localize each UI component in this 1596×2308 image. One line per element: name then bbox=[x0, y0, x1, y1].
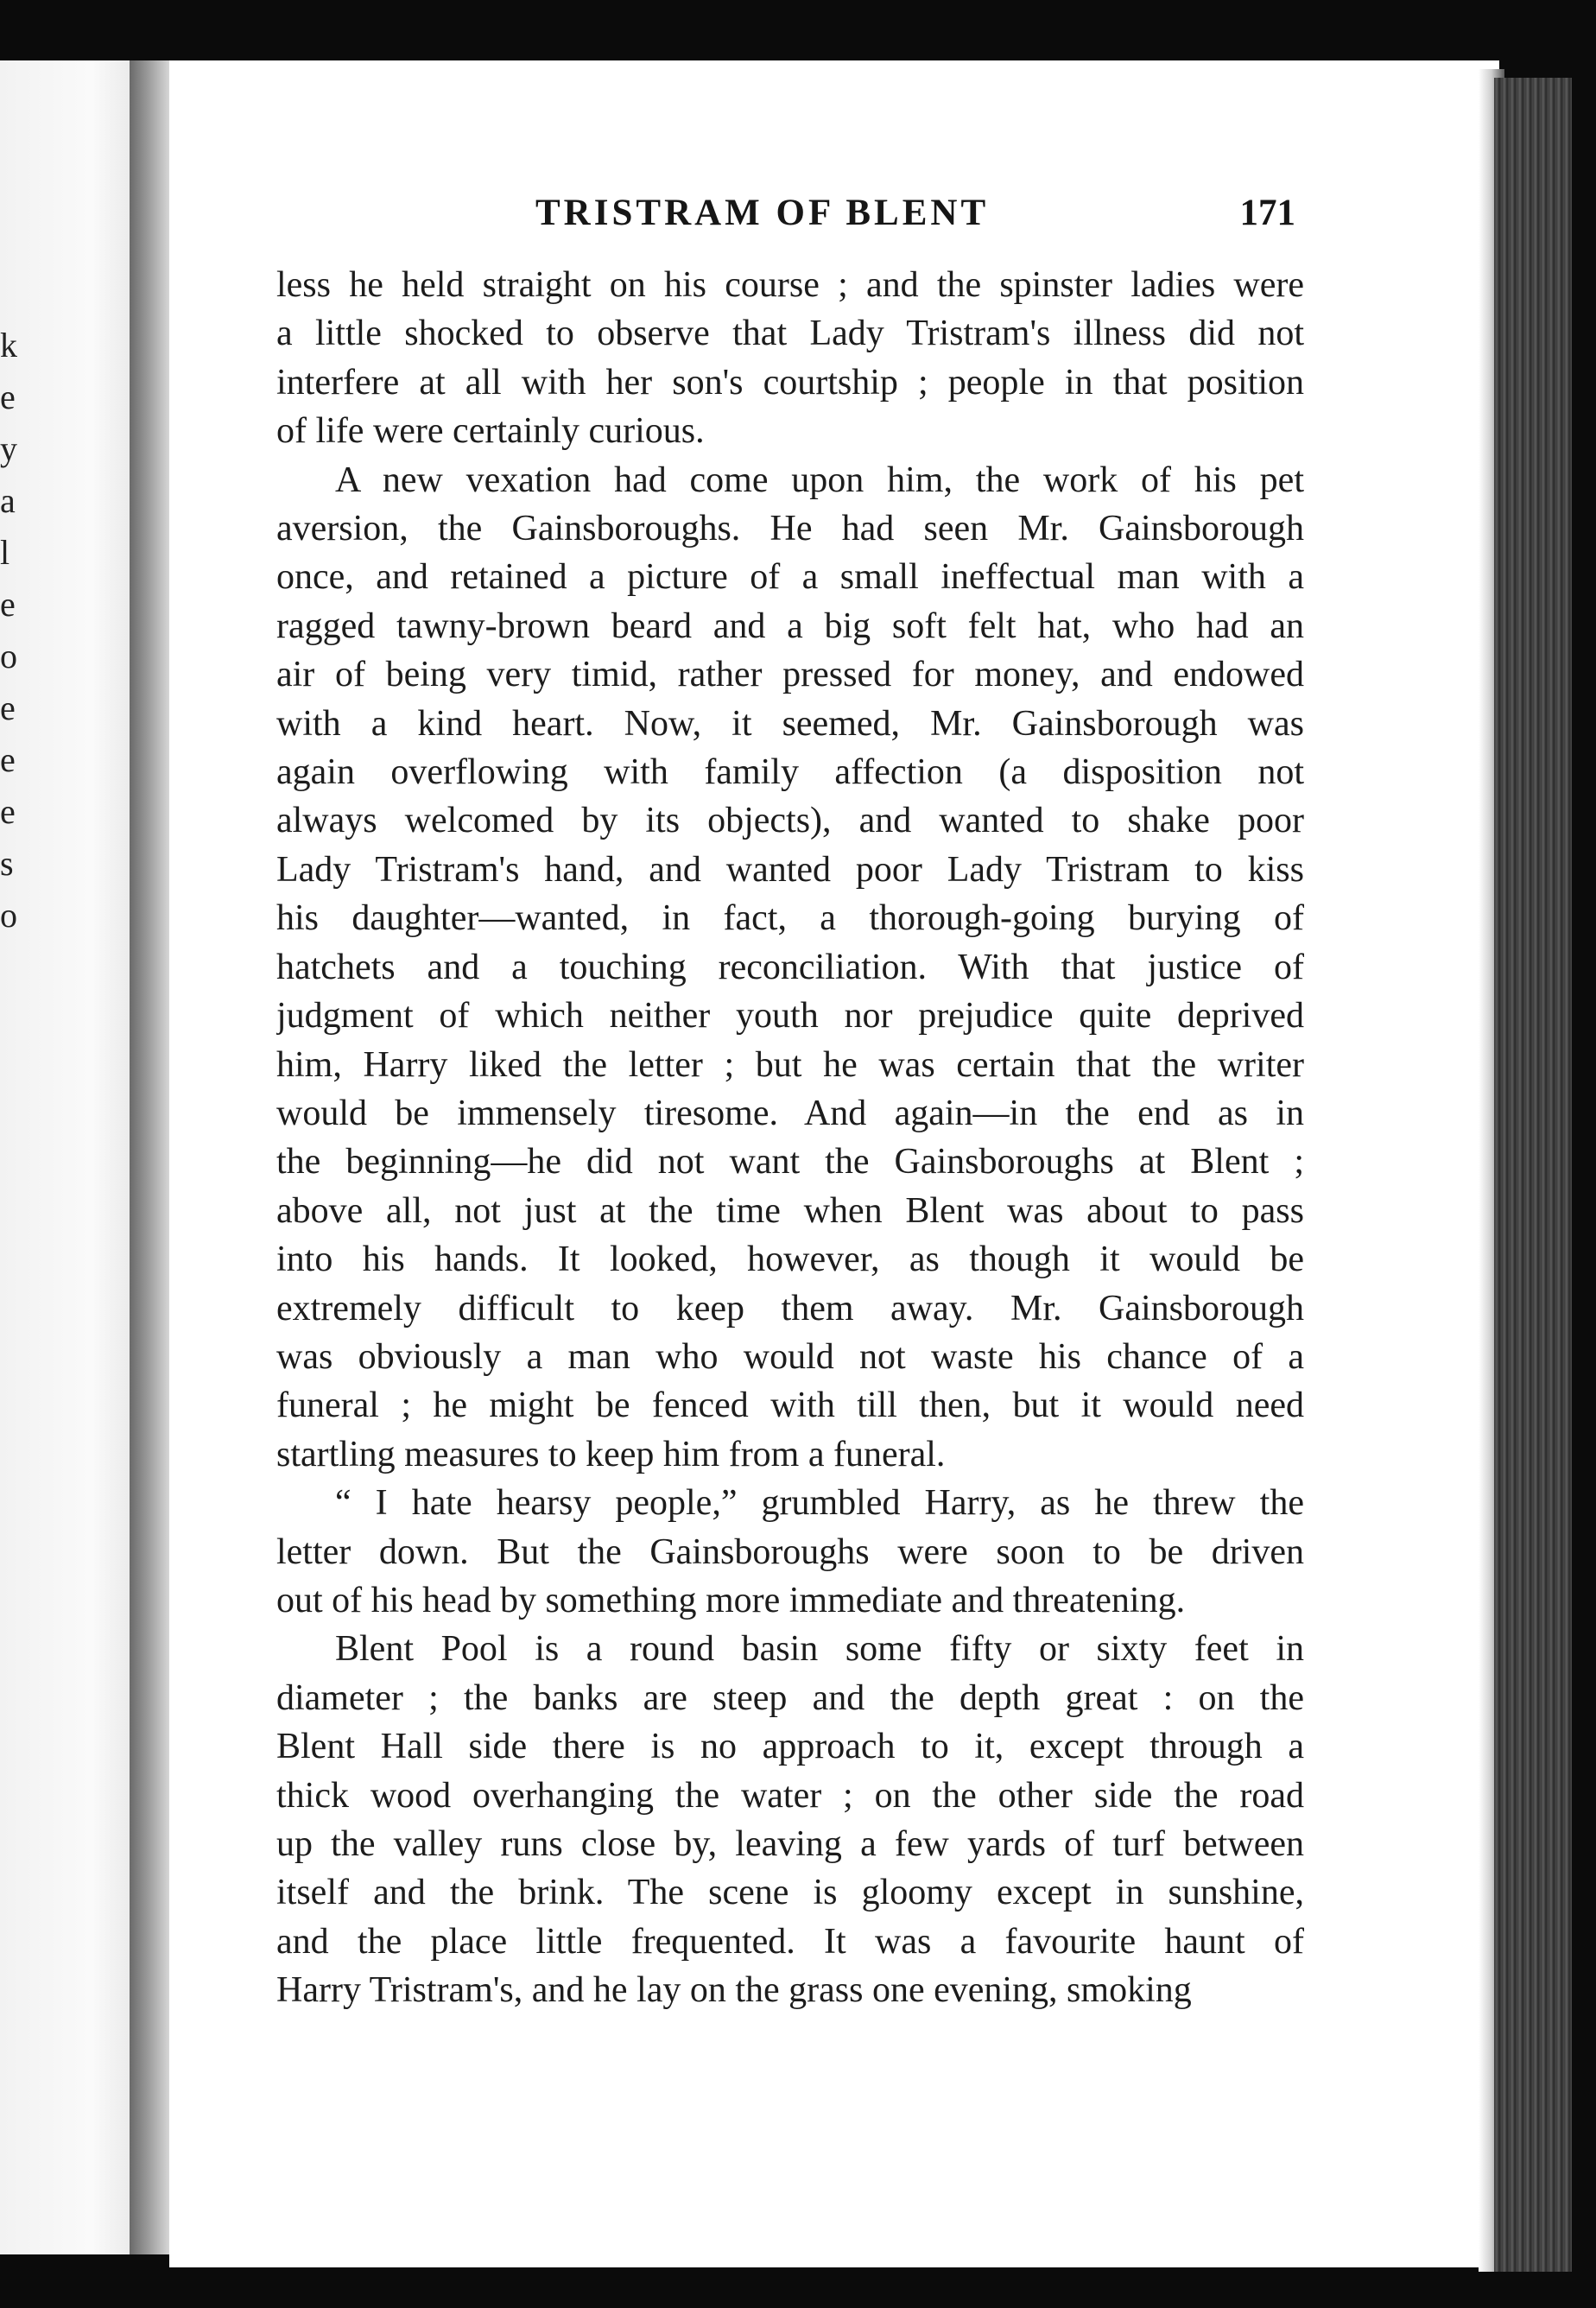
paragraph bbox=[276, 456, 1304, 1480]
paragraph bbox=[276, 1479, 1304, 1625]
paragraph bbox=[276, 261, 1304, 456]
text-line: Blent Hall side there is no approach to it, except through a bbox=[276, 1727, 1304, 1767]
text-line: aversion, the Gainsboroughs. He had seen Mr. Gainsborough bbox=[276, 509, 1304, 549]
facing-page-letter: e bbox=[0, 792, 16, 831]
text-line: Blent Pool is a round basin some fifty or sixty feet in bbox=[335, 1629, 1304, 1670]
text-line: Harry Tristram's, and he lay on the grass one evening, smoking bbox=[276, 1970, 1192, 2011]
text-line: up the valley runs close by, leaving a few yards of turf between bbox=[276, 1824, 1304, 1864]
text-line: above all, not just at the time when Blent was about to pass bbox=[276, 1190, 1304, 1231]
facing-page-letter: e bbox=[0, 377, 16, 416]
text-line: extremely difficult to keep them away. Mr. Gainsborough bbox=[276, 1288, 1304, 1328]
text-line: again overflowing with family affection (a disposition not bbox=[276, 752, 1304, 793]
facing-page-letter: y bbox=[0, 429, 17, 468]
paragraph bbox=[276, 1625, 1304, 2014]
text-line: diameter ; the banks are steep and the depth great : on the bbox=[276, 1677, 1304, 1718]
text-line: air of being very timid, rather pressed for money, and endowed bbox=[276, 655, 1304, 695]
facing-page-letter: a bbox=[0, 481, 16, 520]
facing-page-letter: o bbox=[0, 637, 17, 675]
text-line: would be immensely tiresome. And again—in the end as in bbox=[276, 1093, 1304, 1133]
text-line: startling measures to keep him from a funeral. bbox=[276, 1434, 946, 1474]
page-header bbox=[276, 192, 1295, 244]
text-line: him, Harry liked the letter ; but he was certain that the writer bbox=[276, 1044, 1304, 1085]
facing-page-letter: o bbox=[0, 896, 17, 935]
text-line: was obviously a man who would not waste his chance of a bbox=[276, 1336, 1304, 1377]
text-line: and the place little frequented. It was a favourite haunt of bbox=[276, 1921, 1304, 1962]
text-line: with a kind heart. Now, it seemed, Mr. Gainsborough was bbox=[276, 703, 1304, 744]
text-line: letter down. But the Gainsboroughs were soon to be driven bbox=[276, 1531, 1304, 1572]
facing-page-letter: e bbox=[0, 585, 16, 624]
text-line: the beginning—he did not want the Gainsboroughs at Blent ; bbox=[276, 1142, 1304, 1183]
body-text bbox=[276, 261, 1304, 2015]
text-line: thick wood overhanging the water ; on the other side the road bbox=[276, 1775, 1304, 1816]
text-line: his daughter—wanted, in fact, a thorough-going burying of bbox=[276, 898, 1304, 939]
text-line: Lady Tristram's hand, and wanted poor Lady Tristram to kiss bbox=[276, 849, 1304, 890]
page-number: 171 bbox=[1239, 193, 1295, 233]
text-line: of life were certainly curious. bbox=[276, 411, 705, 452]
facing-page-letter: e bbox=[0, 740, 16, 779]
text-line: a little shocked to observe that Lady Tristram's illness did not bbox=[276, 314, 1304, 354]
text-line: less he held straight on his course ; and the spinster ladies were bbox=[276, 265, 1304, 305]
facing-page-letter: s bbox=[0, 844, 14, 883]
text-line: always welcomed by its objects), and wanted to shake poor bbox=[276, 801, 1304, 841]
text-line: A new vexation had come upon him, the work of his pet bbox=[335, 460, 1304, 500]
text-line: “ I hate hearsy people,” grumbled Harry, as he threw the bbox=[335, 1483, 1304, 1524]
facing-page-letter: k bbox=[0, 326, 17, 365]
facing-page-letter: e bbox=[0, 688, 16, 727]
text-line: judgment of which neither youth nor prejudice quite deprived bbox=[276, 996, 1304, 1037]
text-line: interfere at all with her son's courtship ; people in that position bbox=[276, 362, 1304, 403]
text-line: hatchets and a touching reconciliation. With that justice of bbox=[276, 947, 1304, 987]
text-line: out of his head by something more immediate and threatening. bbox=[276, 1580, 1186, 1620]
text-line: once, and retained a picture of a small ineffectual man with a bbox=[276, 557, 1304, 598]
text-line: ragged tawny-brown beard and a big soft felt hat, who had an bbox=[276, 606, 1304, 646]
text-line: itself and the brink. The scene is gloomy except in sunshine, bbox=[276, 1873, 1304, 1913]
facing-page-edge-text bbox=[0, 320, 17, 942]
running-title: TRISTRAM OF BLENT bbox=[535, 193, 990, 233]
text-line: into his hands. It looked, however, as though it would be bbox=[276, 1240, 1304, 1280]
book-fore-edge bbox=[1494, 78, 1572, 2272]
facing-page-letter: l bbox=[0, 533, 10, 572]
text-line: funeral ; he might be fenced with till then, but it would need bbox=[276, 1385, 1304, 1426]
